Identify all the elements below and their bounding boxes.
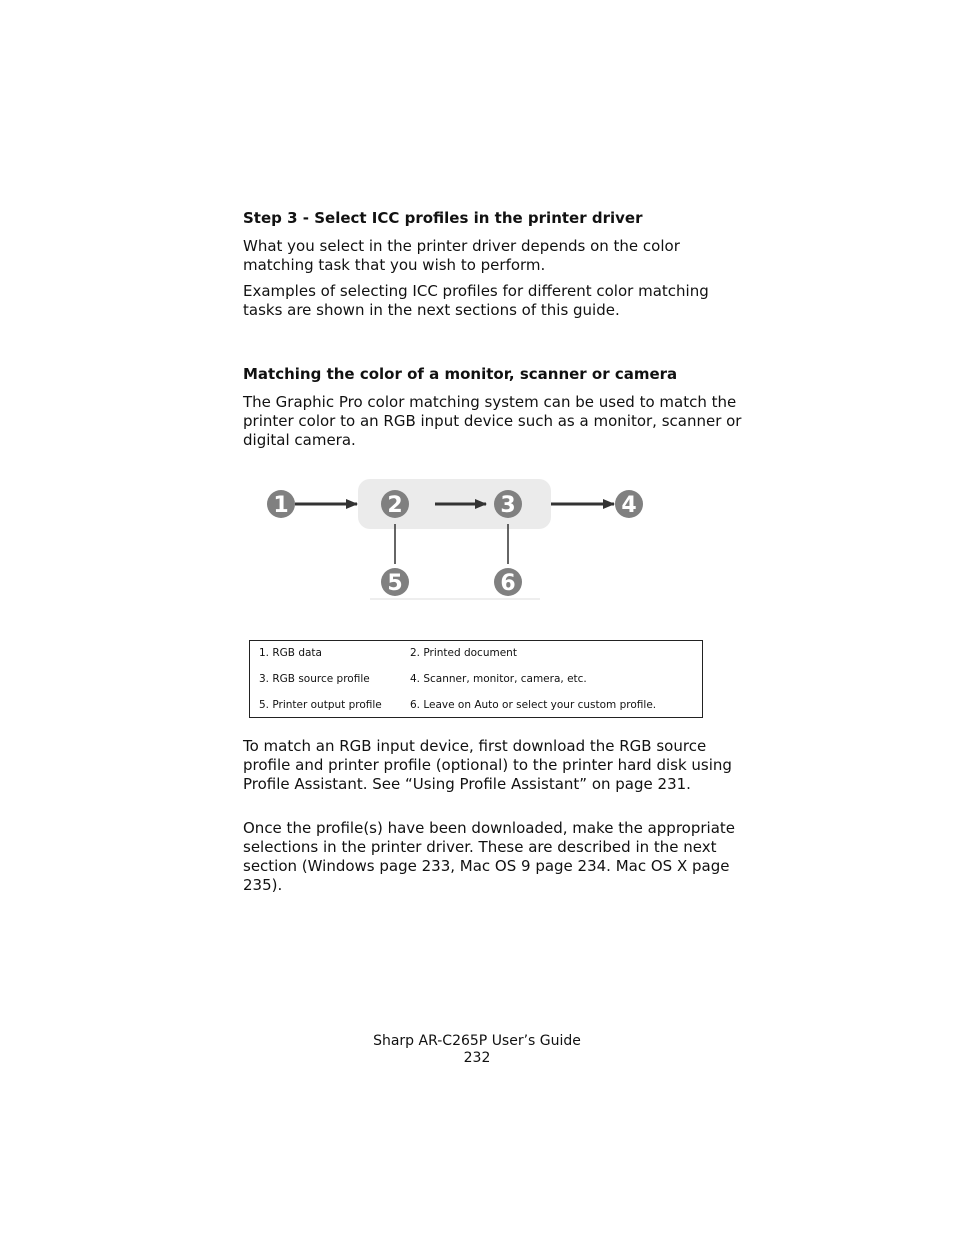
section-heading-matching: Matching the color of a monitor, scanner or camera bbox=[243, 365, 678, 383]
legend-item-2: 2. Printed document bbox=[410, 647, 517, 659]
svg-text:5: 5 bbox=[387, 571, 403, 596]
page-number: 232 bbox=[463, 1050, 491, 1066]
marker-3 bbox=[494, 490, 522, 518]
marker-4 bbox=[615, 490, 643, 518]
legend-item-3: 3. RGB source profile bbox=[259, 673, 370, 685]
color-matching-diagram bbox=[262, 474, 652, 604]
svg-text:2: 2 bbox=[387, 493, 403, 518]
paragraph-matching-intro: The Graphic Pro color matching system can be used to match the printer color to an RGB input device such as a monitor, scanner or digital camera. bbox=[243, 393, 742, 449]
svg-text:1: 1 bbox=[273, 493, 289, 518]
legend-item-4: 4. Scanner, monitor, camera, etc. bbox=[410, 673, 587, 685]
legend-row bbox=[250, 697, 702, 713]
paragraph-download-profiles: To match an RGB input device, first download the RGB source profile and printer profile (optional) to the printer hard disk using Profile Assistant. See “Using Profile Assistant” on page 231. bbox=[243, 737, 732, 793]
legend-item-6: 6. Leave on Auto or select your custom profile. bbox=[410, 699, 657, 711]
legend-row bbox=[250, 671, 702, 687]
svg-text:3: 3 bbox=[500, 493, 516, 518]
paragraph-driver-selections: Once the profile(s) have been downloaded, make the appropriate selections in the printer driver. These are described in the next section (Windows page 233, Mac OS 9 page 234. Mac OS X page 235). bbox=[243, 819, 735, 894]
paragraph-step3-intro: What you select in the printer driver depends on the color matching task that you wish to perform. bbox=[243, 237, 680, 274]
legend-item-5: 5. Printer output profile bbox=[259, 699, 382, 711]
svg-text:4: 4 bbox=[621, 493, 637, 518]
paragraph-step3-examples: Examples of selecting ICC profiles for different color matching tasks are shown in the next sections of this guide. bbox=[243, 282, 709, 319]
svg-text:6: 6 bbox=[500, 571, 516, 596]
legend-table bbox=[249, 640, 703, 718]
legend-item-1: 1. RGB data bbox=[259, 647, 322, 659]
marker-6 bbox=[494, 568, 522, 596]
section-heading-step3: Step 3 - Select ICC profiles in the printer driver bbox=[243, 209, 643, 227]
legend-row bbox=[250, 645, 702, 661]
marker-1 bbox=[267, 490, 295, 518]
marker-2 bbox=[381, 490, 409, 518]
footer-title: Sharp AR-C265P User’s Guide bbox=[373, 1033, 581, 1049]
marker-5 bbox=[381, 568, 409, 596]
